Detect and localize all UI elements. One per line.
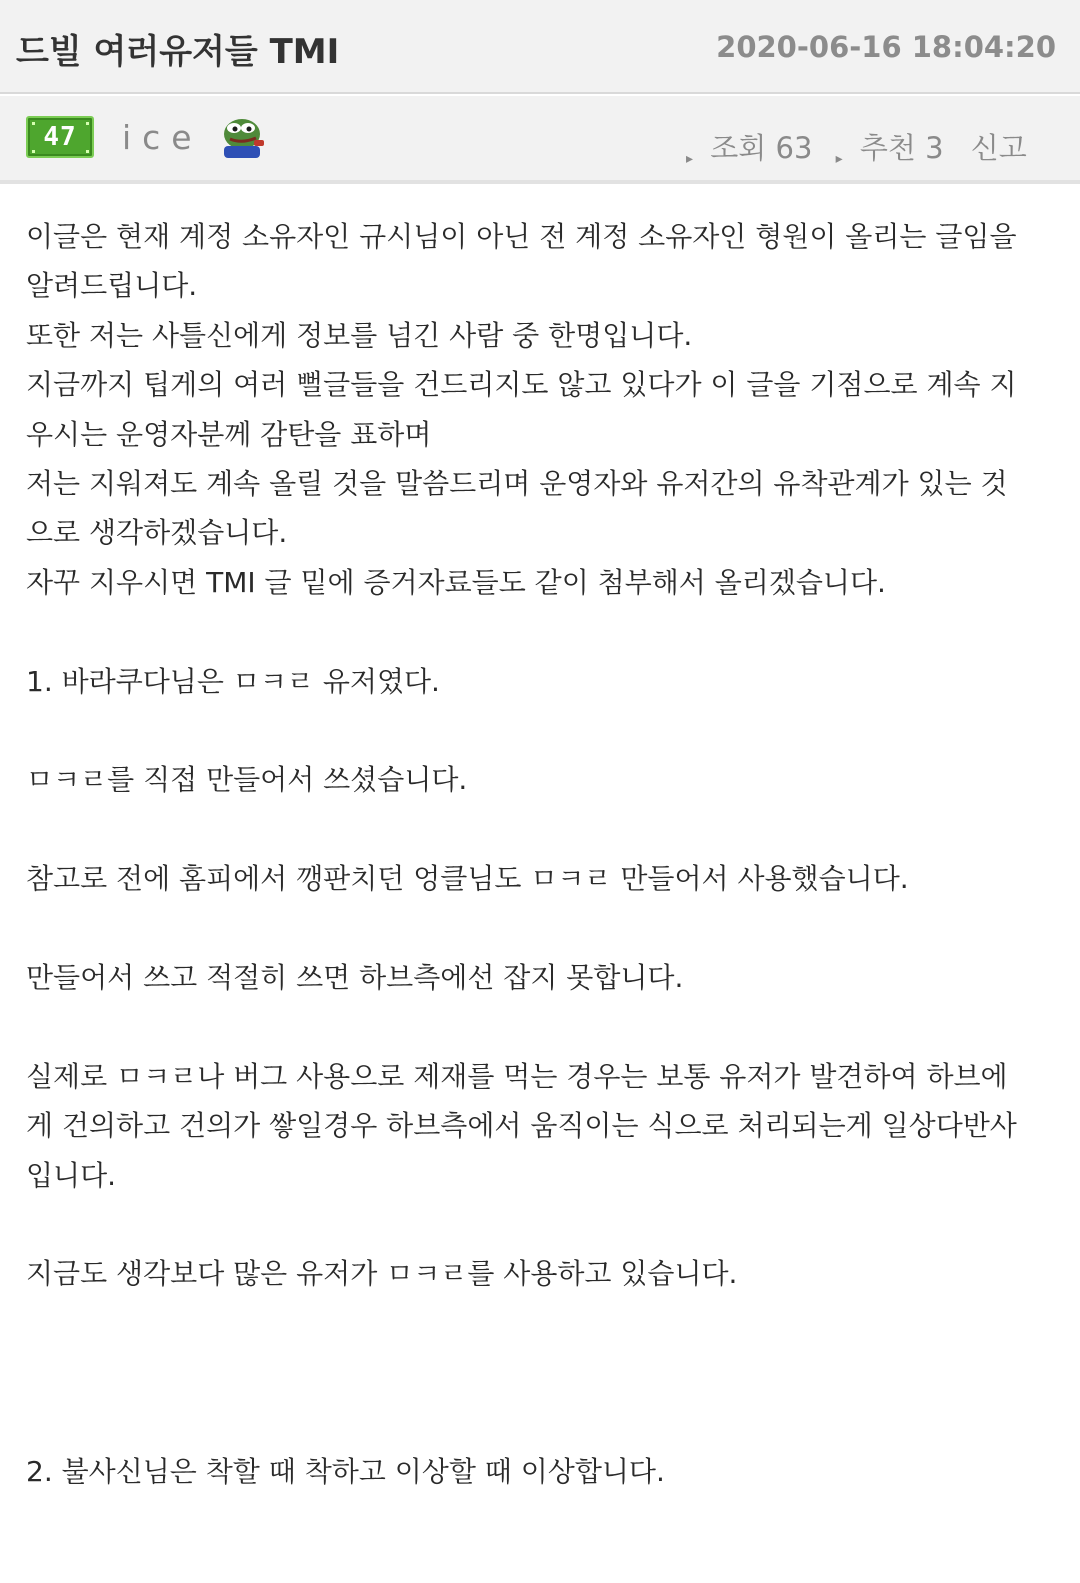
author-bar (0, 96, 1080, 184)
caret-icon: ▸ (686, 151, 694, 167)
blank-line (26, 1200, 1046, 1249)
body-line: 자꾸 지우시면 TMI 글 밑에 증거자료들도 같이 첨부해서 올리겠습니다. (26, 565, 886, 599)
level-badge (26, 116, 94, 158)
post-title: 드빌 여러유저들 TMI (16, 32, 340, 72)
blank-line (26, 607, 1046, 656)
view-count: 조회 63 (710, 131, 813, 165)
body-line: 이글은 현재 계정 소유자인 규시님이 아닌 전 계정 소유자인 형원이 올리는 글임을 (26, 220, 1017, 253)
report-link[interactable]: 신고 (970, 131, 1027, 165)
body-line: 2. 불사신님은 착할 때 착하고 이상할 때 이상합니다. (26, 1455, 665, 1489)
caret-icon: ▸ (835, 151, 843, 167)
level-number: 47 (43, 122, 77, 152)
post-stats (686, 126, 1027, 167)
post-body (26, 212, 1046, 1496)
blank-line (26, 1002, 1046, 1051)
blank-line (26, 805, 1046, 854)
body-line: 저는 지워져도 계속 올릴 것을 말씀드리며 운영자와 유저간의 유착관계가 있는 것 (26, 467, 1008, 501)
blank-line (26, 1299, 1046, 1348)
body-line: 우시는 운영자분께 감탄을 표하며 (26, 417, 432, 451)
blank-line (26, 706, 1046, 755)
body-line: 또한 저는 사틀신에게 정보를 넘긴 사람 중 한명입니다. (26, 318, 693, 352)
blank-line (26, 904, 1046, 953)
body-line: 지금도 생각보다 많은 유저가 ㅁㅋㄹ를 사용하고 있습니다. (26, 1257, 738, 1291)
body-line: ㅁㅋㄹ를 직접 만들어서 쓰셨습니다. (26, 763, 468, 797)
body-line: 지금까지 팁게의 여러 뻘글들을 건드리지도 않고 있다가 이 글을 기점으로 계속 지 (26, 368, 1017, 402)
author-name[interactable]: ice (122, 118, 203, 157)
recommend-count: 추천 3 (859, 131, 944, 165)
body-line: 1. 바라쿠다님은 ㅁㅋㄹ 유저였다. (26, 664, 440, 698)
body-line: 입니다. (26, 1158, 117, 1192)
blank-line (26, 1348, 1046, 1397)
body-line: 알려드립니다. (26, 269, 198, 303)
post-header (0, 0, 1080, 94)
post-date: 2020-06-16 18:04:20 (716, 30, 1056, 64)
body-line: 실제로 ㅁㅋㄹ나 버그 사용으로 제재를 먹는 경우는 보통 유저가 발견하여 하브에 (26, 1059, 1008, 1093)
pepe-frog-avatar-icon (218, 114, 268, 158)
blank-line (26, 1398, 1046, 1447)
body-line: 참고로 전에 홈피에서 깽판치던 엉클님도 ㅁㅋㄹ 만들어서 사용했습니다. (26, 862, 909, 896)
body-line: 게 건의하고 건의가 쌓일경우 하브측에서 움직이는 식으로 처리되는게 일상다반사 (26, 1109, 1017, 1143)
body-line: 으로 생각하겠습니다. (26, 516, 288, 550)
body-line: 만들어서 쓰고 적절히 쓰면 하브측에선 잡지 못합니다. (26, 961, 684, 995)
